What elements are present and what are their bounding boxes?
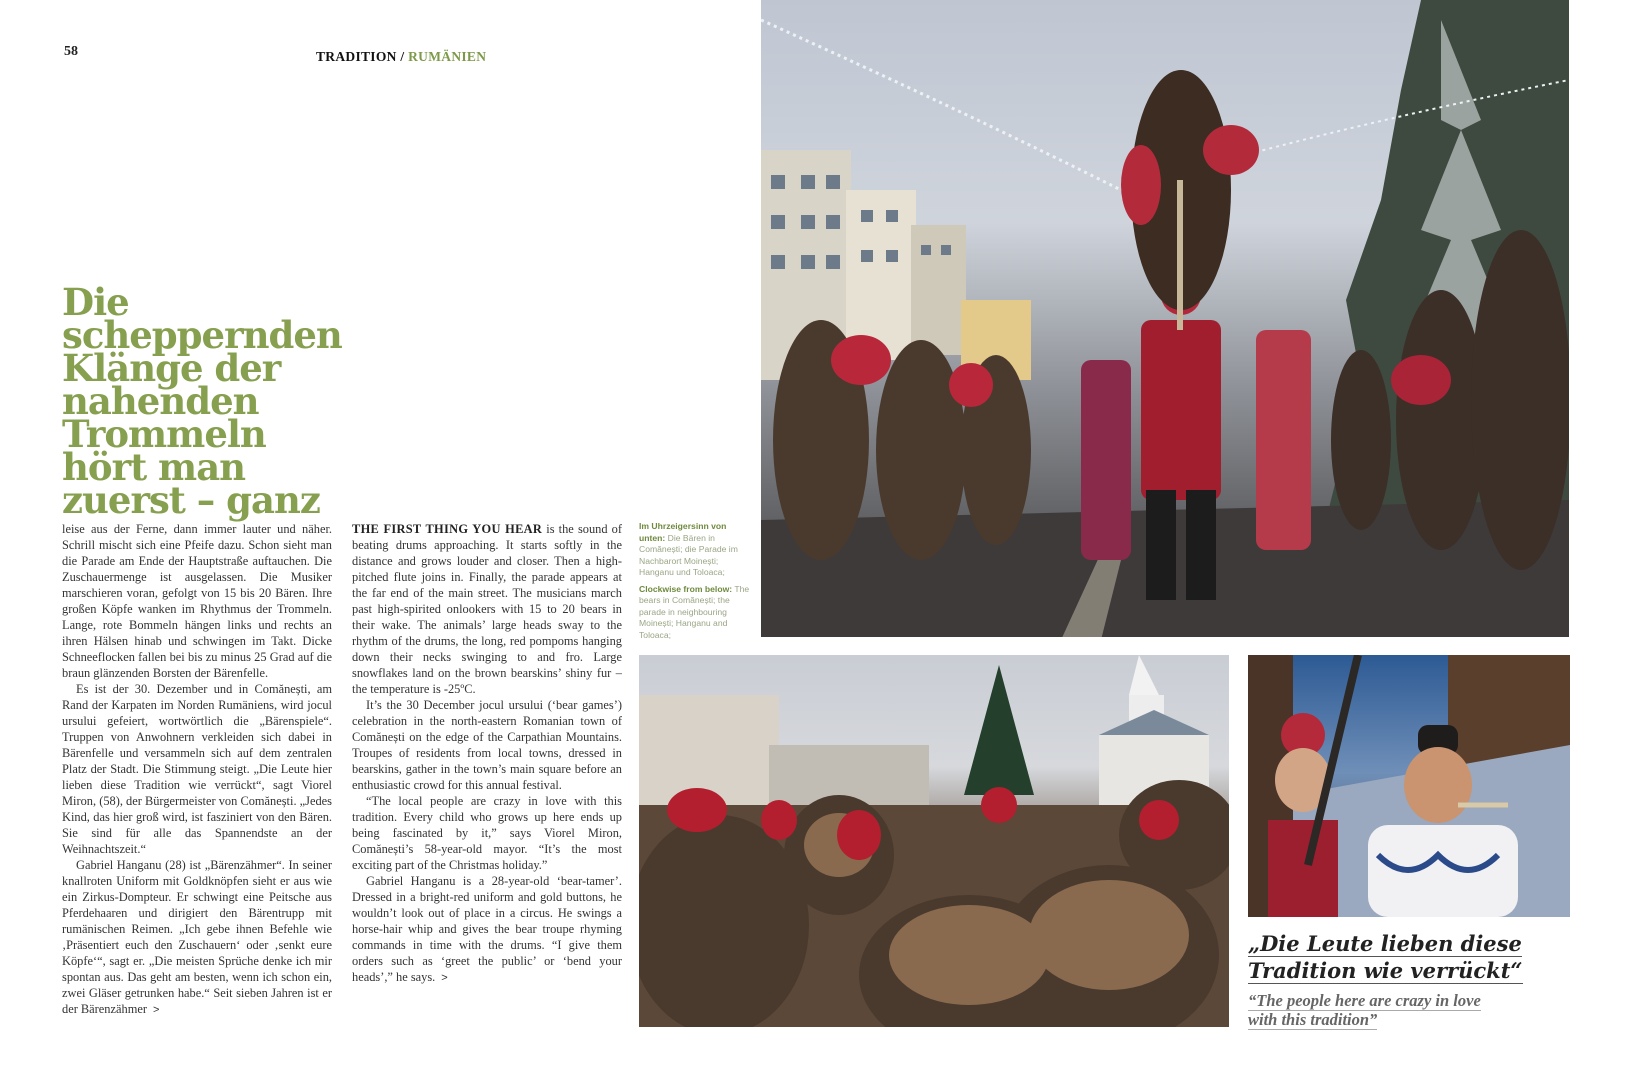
pull-quote-german bbox=[1248, 930, 1578, 984]
german-article-column bbox=[62, 521, 332, 1018]
article-headline: Die scheppernden Klänge der nahenden Trommeln hört man zuerst – ganz bbox=[62, 280, 342, 522]
continue-arrow-icon: > bbox=[441, 972, 448, 984]
musicians-photo bbox=[1248, 655, 1570, 917]
pull-quote-german-text: „Die Leute lieben diese Tradition wie verrückt“ bbox=[1248, 931, 1523, 983]
bears-square-photo bbox=[639, 655, 1229, 1027]
english-lead-in: THE FIRST THING YOU HEAR bbox=[352, 522, 543, 536]
english-paragraph: is the sound of beating drums approaching. It starts softly in the distance and grows louder and closer. Then a high-pitched flute joins in. Finally, the parade appears at the far end of the main street. The musicians march past high-spirited onlookers with 15 to 20 bears in their wake. The animals’ large heads sway to the rhythm of the drums, the long, red pompoms hanging down their necks swinging to and fro. Large snowflakes land on the brown bearskins’ shiny fur – the temperature is -25ºC. bbox=[352, 522, 622, 696]
german-paragraph: leise aus der Ferne, dann immer lauter und näher. Schrill mischt sich eine Pfeife dazu. Schon sieht man die Parade am Ende der Hauptstraße auftauchen. Die Zuschauermenge ist ausgelassen. Die Musiker marschieren voran, gefolgt von 15 bis 20 Bären. Ihre großen Köpfe wanken im Rhythmus der Trommeln. Lange, rote Bommeln hängen links und rechts an ihren Hälsen hinab und schwingen im Takt. Dicke Schneeflocken fallen bei bis zu minus 25 Grad auf die braun glänzenden Borsten der Bärenfelle. bbox=[62, 522, 332, 680]
bears-illustration bbox=[639, 655, 1229, 1027]
caption-german-heading: Im Uhrzeigersinn von unten: bbox=[639, 521, 727, 543]
continue-arrow-icon: > bbox=[152, 1004, 160, 1016]
section-separator: / bbox=[396, 49, 409, 64]
section-label bbox=[316, 49, 486, 65]
photo-caption bbox=[639, 521, 751, 646]
english-paragraph: It’s the 30 December jocul ursului (‘bear games’) celebration in the north-eastern Romanian town of Comănești on the edge of the Carpathian Mountains. Troupes of residents from local towns, dressed in bearskins, gather in the town’s main square before an enthusiastic crowd for this annual festival. bbox=[352, 698, 622, 792]
section-name: TRADITION bbox=[316, 49, 397, 64]
english-paragraph: “The local people are crazy in love with this tradition. Every child who grows up here ends up being fascinated by it,” says Viorel Miron, Comănești’s 58-year-old mayor. “It’s the most exciting part of the Christmas holiday.” bbox=[352, 794, 622, 872]
parade-photo bbox=[761, 0, 1569, 637]
english-article-column bbox=[352, 521, 622, 986]
caption-german-text: Die Bären in Comănești; die Parade im Nachbarort Moinești; Hanganu und Toloaca; bbox=[639, 532, 738, 577]
page-number: 58 bbox=[64, 44, 78, 59]
musicians-illustration bbox=[1248, 655, 1570, 917]
german-paragraph: Es ist der 30. Dezember und in Comănești, am Rand der Karpaten im Norden Rumäniens, wird jocul ursului gefeiert, wortwörtlich die „Bärenspiele“. Truppen von Anwohnern verkleiden sich dabei in Bärenfelle und versammeln sich auf dem zentralen Platz der Stadt. Die Stimmung steigt. „Die Leute hier lieben diese Tradition wie verrückt“, sagt Viorel Miron, (58), der Bürgermeister von Comănești. „Jedes Kind, das hier groß wird, ist fasziniert von den Bären. Sie sind für alle das Spannendste an der Weihnachtszeit.“ bbox=[62, 682, 332, 856]
pull-quote-english bbox=[1248, 991, 1508, 1029]
caption-english-heading: Clockwise from below: bbox=[639, 583, 733, 594]
german-paragraph: Gabriel Hanganu (28) ist „Bärenzähmer“. In seiner knallroten Uniform mit Goldknöpfen sieht er aus wie ein Zirkus-Dompteur. Er schwingt eine Peitsche aus Pferdehaaren und dirigiert den Bärentrupp mit rumänischen Reimen. „Ich gebe ihnen Befehle wie ‚Präsentiert euch den Zuschauern‘ oder ‚senkt eure Köpfe‘“, sagt er. „Die meisten Sprüche denke ich mir spontan aus. Das geht am besten, wenn ich schon ein, zwei Gläser getrunken habe.“ Seit sieben Jahren ist er der Bärenzähmer bbox=[62, 858, 332, 1016]
english-paragraph: Gabriel Hanganu is a 28-year-old ‘bear-tamer’. Dressed in a bright-red uniform and gold buttons, he wouldn’t look out of place in a circus. He swings a horse-hair whip and gives the bear troupe rhyming commands in time with the drums. “I give them orders such as ‘greet the public’ or ‘bend your heads’,” he says. bbox=[352, 874, 622, 984]
subsection-name: RUMÄNIEN bbox=[408, 49, 487, 64]
caption-english-text: The bears in Comănești; the parade in neighbouring Moinești; Hanganu and Toloaca; bbox=[639, 583, 750, 640]
parade-illustration bbox=[761, 0, 1569, 637]
pull-quote-english-text: “The people here are crazy in love with this tradition” bbox=[1248, 991, 1481, 1029]
